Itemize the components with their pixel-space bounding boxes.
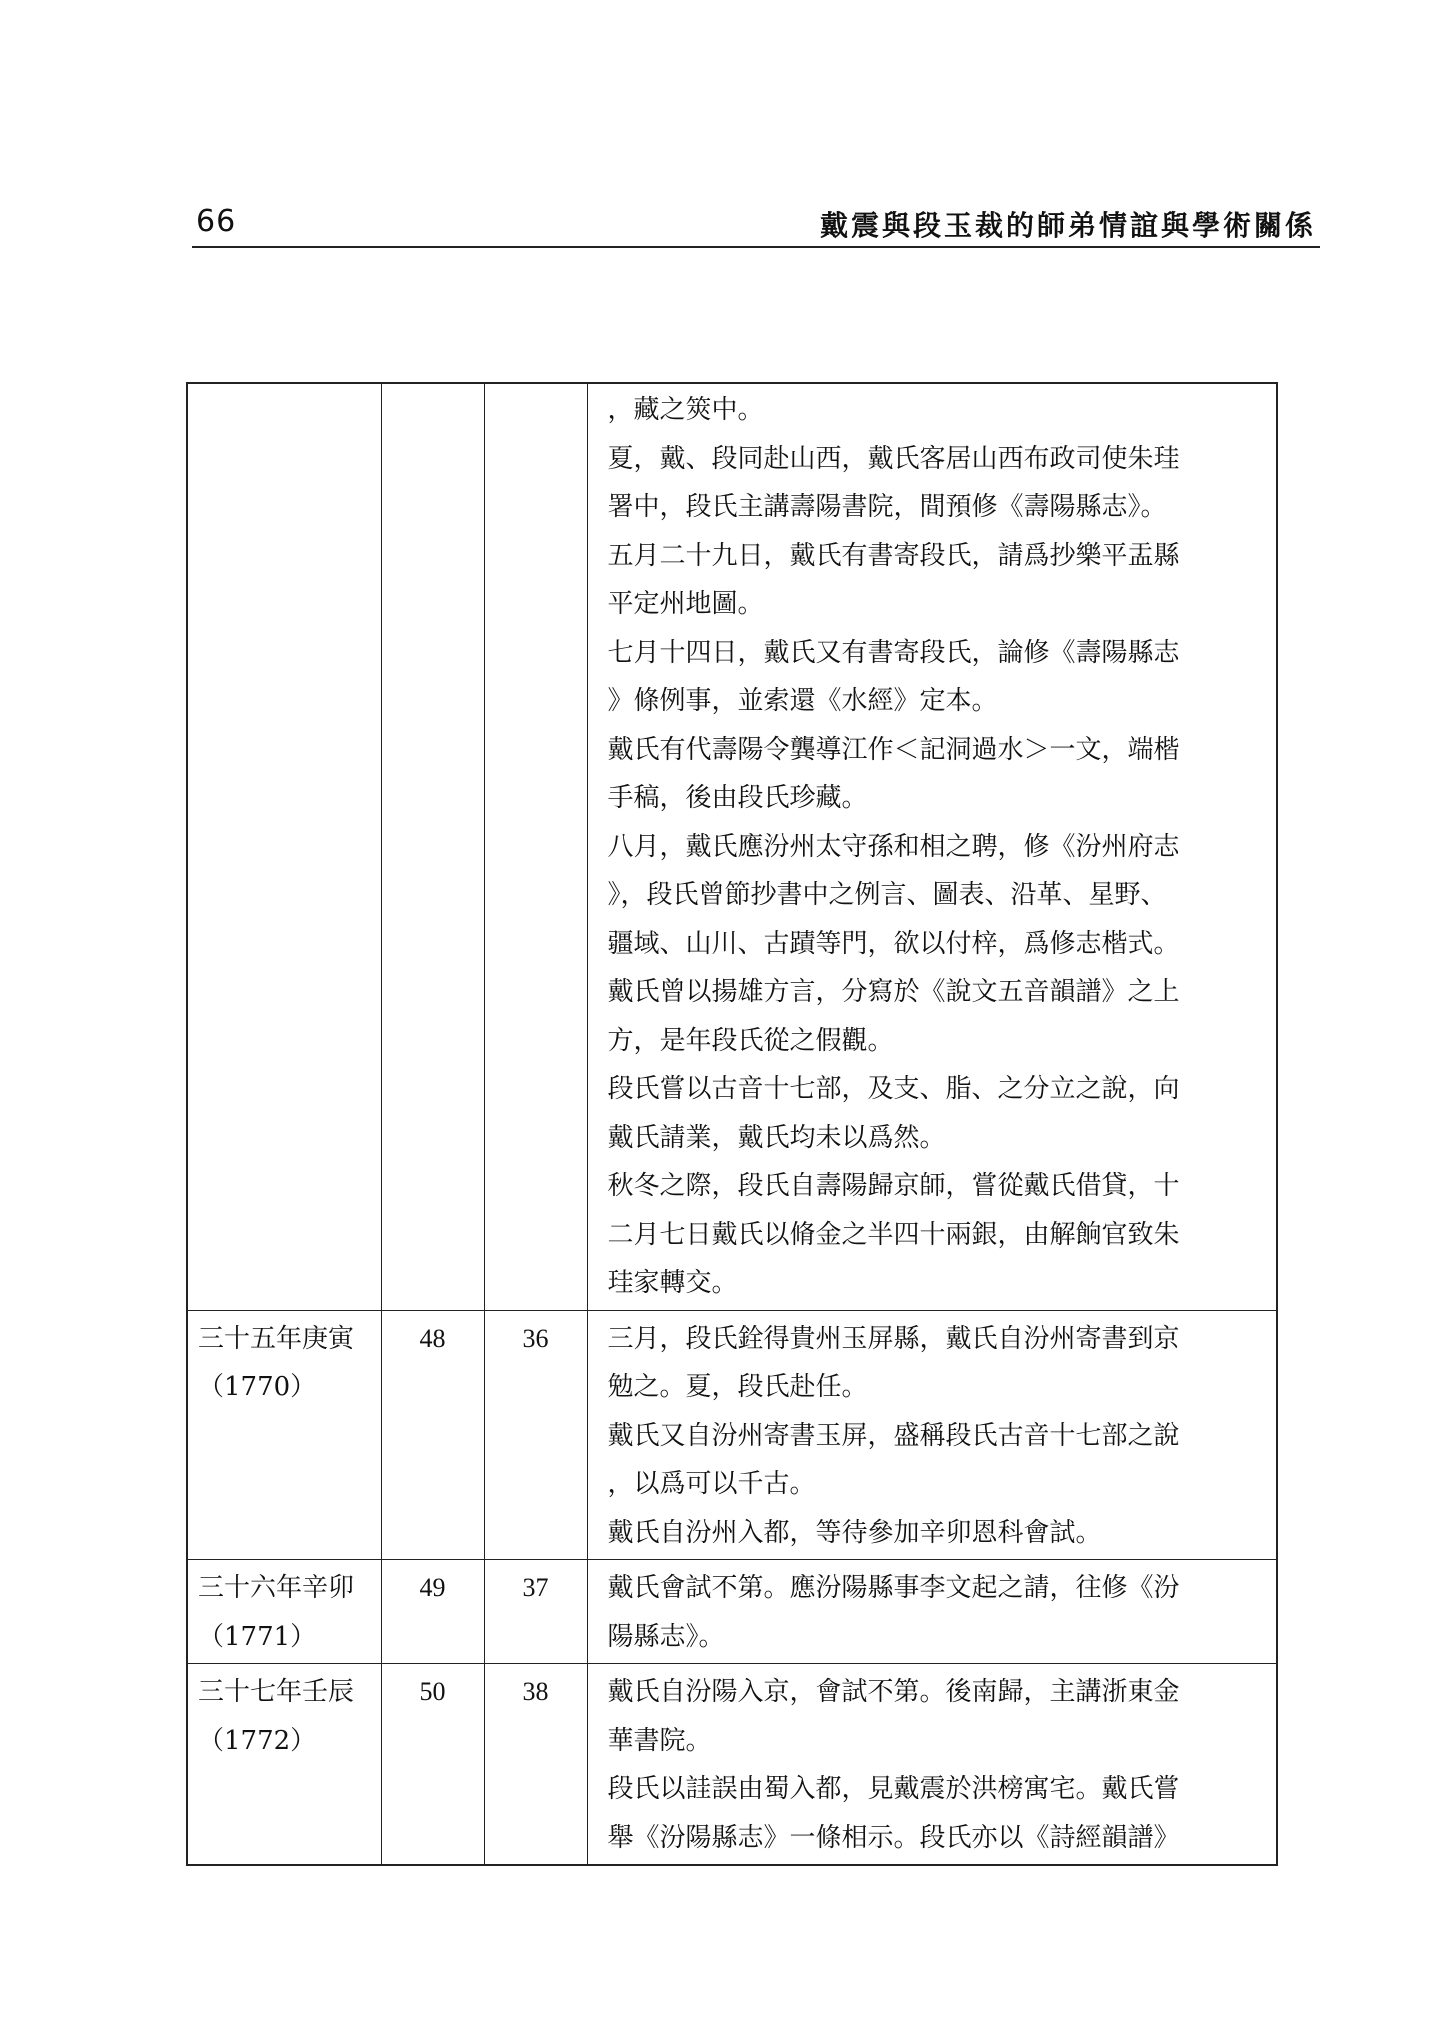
event-line: 八月，戴氏應汾州太守孫和相之聘，修《汾州府志	[607, 831, 1180, 862]
duan-age-cell: 38	[484, 1664, 587, 1866]
event-line: ，藏之筴中。	[607, 395, 764, 425]
dai-age-cell	[381, 383, 484, 1310]
event-line: 戴氏自汾陽入京，會試不第。後南歸，主講浙東金	[607, 1677, 1180, 1707]
event-line: 夏，戴、段同赴山西，戴氏客居山西布政司使朱珪	[607, 443, 1180, 474]
dai-age-cell: 49	[381, 1560, 484, 1664]
event-line: 》，段氏曾節抄書中之例言、圖表、沿革、星野、	[607, 880, 1167, 910]
events-cell	[587, 1664, 1277, 1866]
event-line: 陽縣志》。	[607, 1621, 725, 1652]
event-line: 五月二十九日，戴氏有書寄段氏，請爲抄樂平盂縣	[607, 540, 1180, 571]
event-line: 七月十四日，戴氏又有書寄段氏，論修《壽陽縣志	[607, 637, 1180, 668]
event-line: 署中，段氏主講壽陽書院，間預修《壽陽縣志》。	[607, 492, 1167, 522]
duan-age-cell: 36	[484, 1310, 587, 1560]
table-row	[187, 1310, 1277, 1560]
western-year: （1770）	[198, 1372, 317, 1402]
reign-year: 三十七年壬辰	[198, 1677, 355, 1707]
year-cell	[187, 1664, 381, 1866]
dai-age-cell: 50	[381, 1664, 484, 1866]
duan-age-cell	[484, 383, 587, 1310]
dai-age-cell: 48	[381, 1310, 484, 1560]
event-line: 秋冬之際，段氏自壽陽歸京師，嘗從戴氏借貸，十	[607, 1171, 1180, 1201]
events-cell	[587, 1560, 1277, 1664]
event-line: 疆域、山川、古蹟等門，欲以付梓，爲修志楷式。	[607, 928, 1180, 959]
event-line: 戴氏會試不第。應汾陽縣事李文起之請，往修《汾	[607, 1573, 1180, 1603]
table-row	[187, 383, 1277, 1310]
event-line: 戴氏自汾州入都，等待參加辛卯恩科會試。	[607, 1517, 1102, 1548]
table-row	[187, 1664, 1277, 1866]
western-year: （1772）	[198, 1725, 317, 1756]
event-line: 戴氏請業，戴氏均未以爲然。	[607, 1122, 946, 1153]
event-line: ，以爲可以千古。	[607, 1469, 816, 1499]
table-row	[187, 1560, 1277, 1664]
event-line: 》條例事，並索還《水經》定本。	[607, 686, 998, 716]
event-line: 段氏以詿誤由蜀入都，見戴震於洪榜寓宅。戴氏嘗	[607, 1774, 1180, 1804]
table-body	[187, 383, 1277, 1865]
event-line: 三月，段氏銓得貴州玉屏縣，戴氏自汾州寄書到京	[607, 1323, 1180, 1354]
event-line: 段氏嘗以古音十七部，及支、脂、之分立之說，向	[607, 1074, 1180, 1104]
reign-year: 三十六年辛卯	[198, 1573, 355, 1603]
event-line: 舉《汾陽縣志》一條相示。段氏亦以《詩經韻譜》	[607, 1822, 1180, 1853]
event-line: 戴氏曾以揚雄方言，分寫於《說文五音韻譜》之上	[607, 977, 1180, 1007]
chronology-table	[186, 382, 1278, 1866]
events-cell	[587, 1310, 1277, 1560]
duan-age-cell: 37	[484, 1560, 587, 1664]
page-header	[192, 200, 1320, 248]
year-cell	[187, 383, 381, 1310]
event-line: 平定州地圖。	[607, 589, 764, 619]
year-cell	[187, 1560, 381, 1664]
year-cell	[187, 1310, 381, 1560]
event-line: 戴氏有代壽陽令龔導江作＜記洞過水＞一文，端楷	[607, 734, 1180, 765]
reign-year: 三十五年庚寅	[198, 1323, 355, 1354]
running-title: 戴震與段玉裁的師弟情誼與學術關係	[819, 209, 1316, 242]
event-line: 華書院。	[607, 1725, 712, 1756]
page-number: 66	[196, 204, 237, 239]
event-line: 手稿，後由段氏珍藏。	[607, 783, 868, 813]
event-line: 勉之。夏，段氏赴任。	[607, 1372, 868, 1402]
events-cell	[587, 383, 1277, 1310]
event-line: 戴氏又自汾州寄書玉屏，盛稱段氏古音十七部之說	[607, 1420, 1180, 1451]
event-line: 二月七日戴氏以脩金之半四十兩銀，由解餉官致朱	[607, 1219, 1180, 1250]
event-line: 珪家轉交。	[607, 1268, 738, 1298]
event-line: 方，是年段氏從之假觀。	[607, 1025, 894, 1056]
western-year: （1771）	[198, 1621, 317, 1652]
